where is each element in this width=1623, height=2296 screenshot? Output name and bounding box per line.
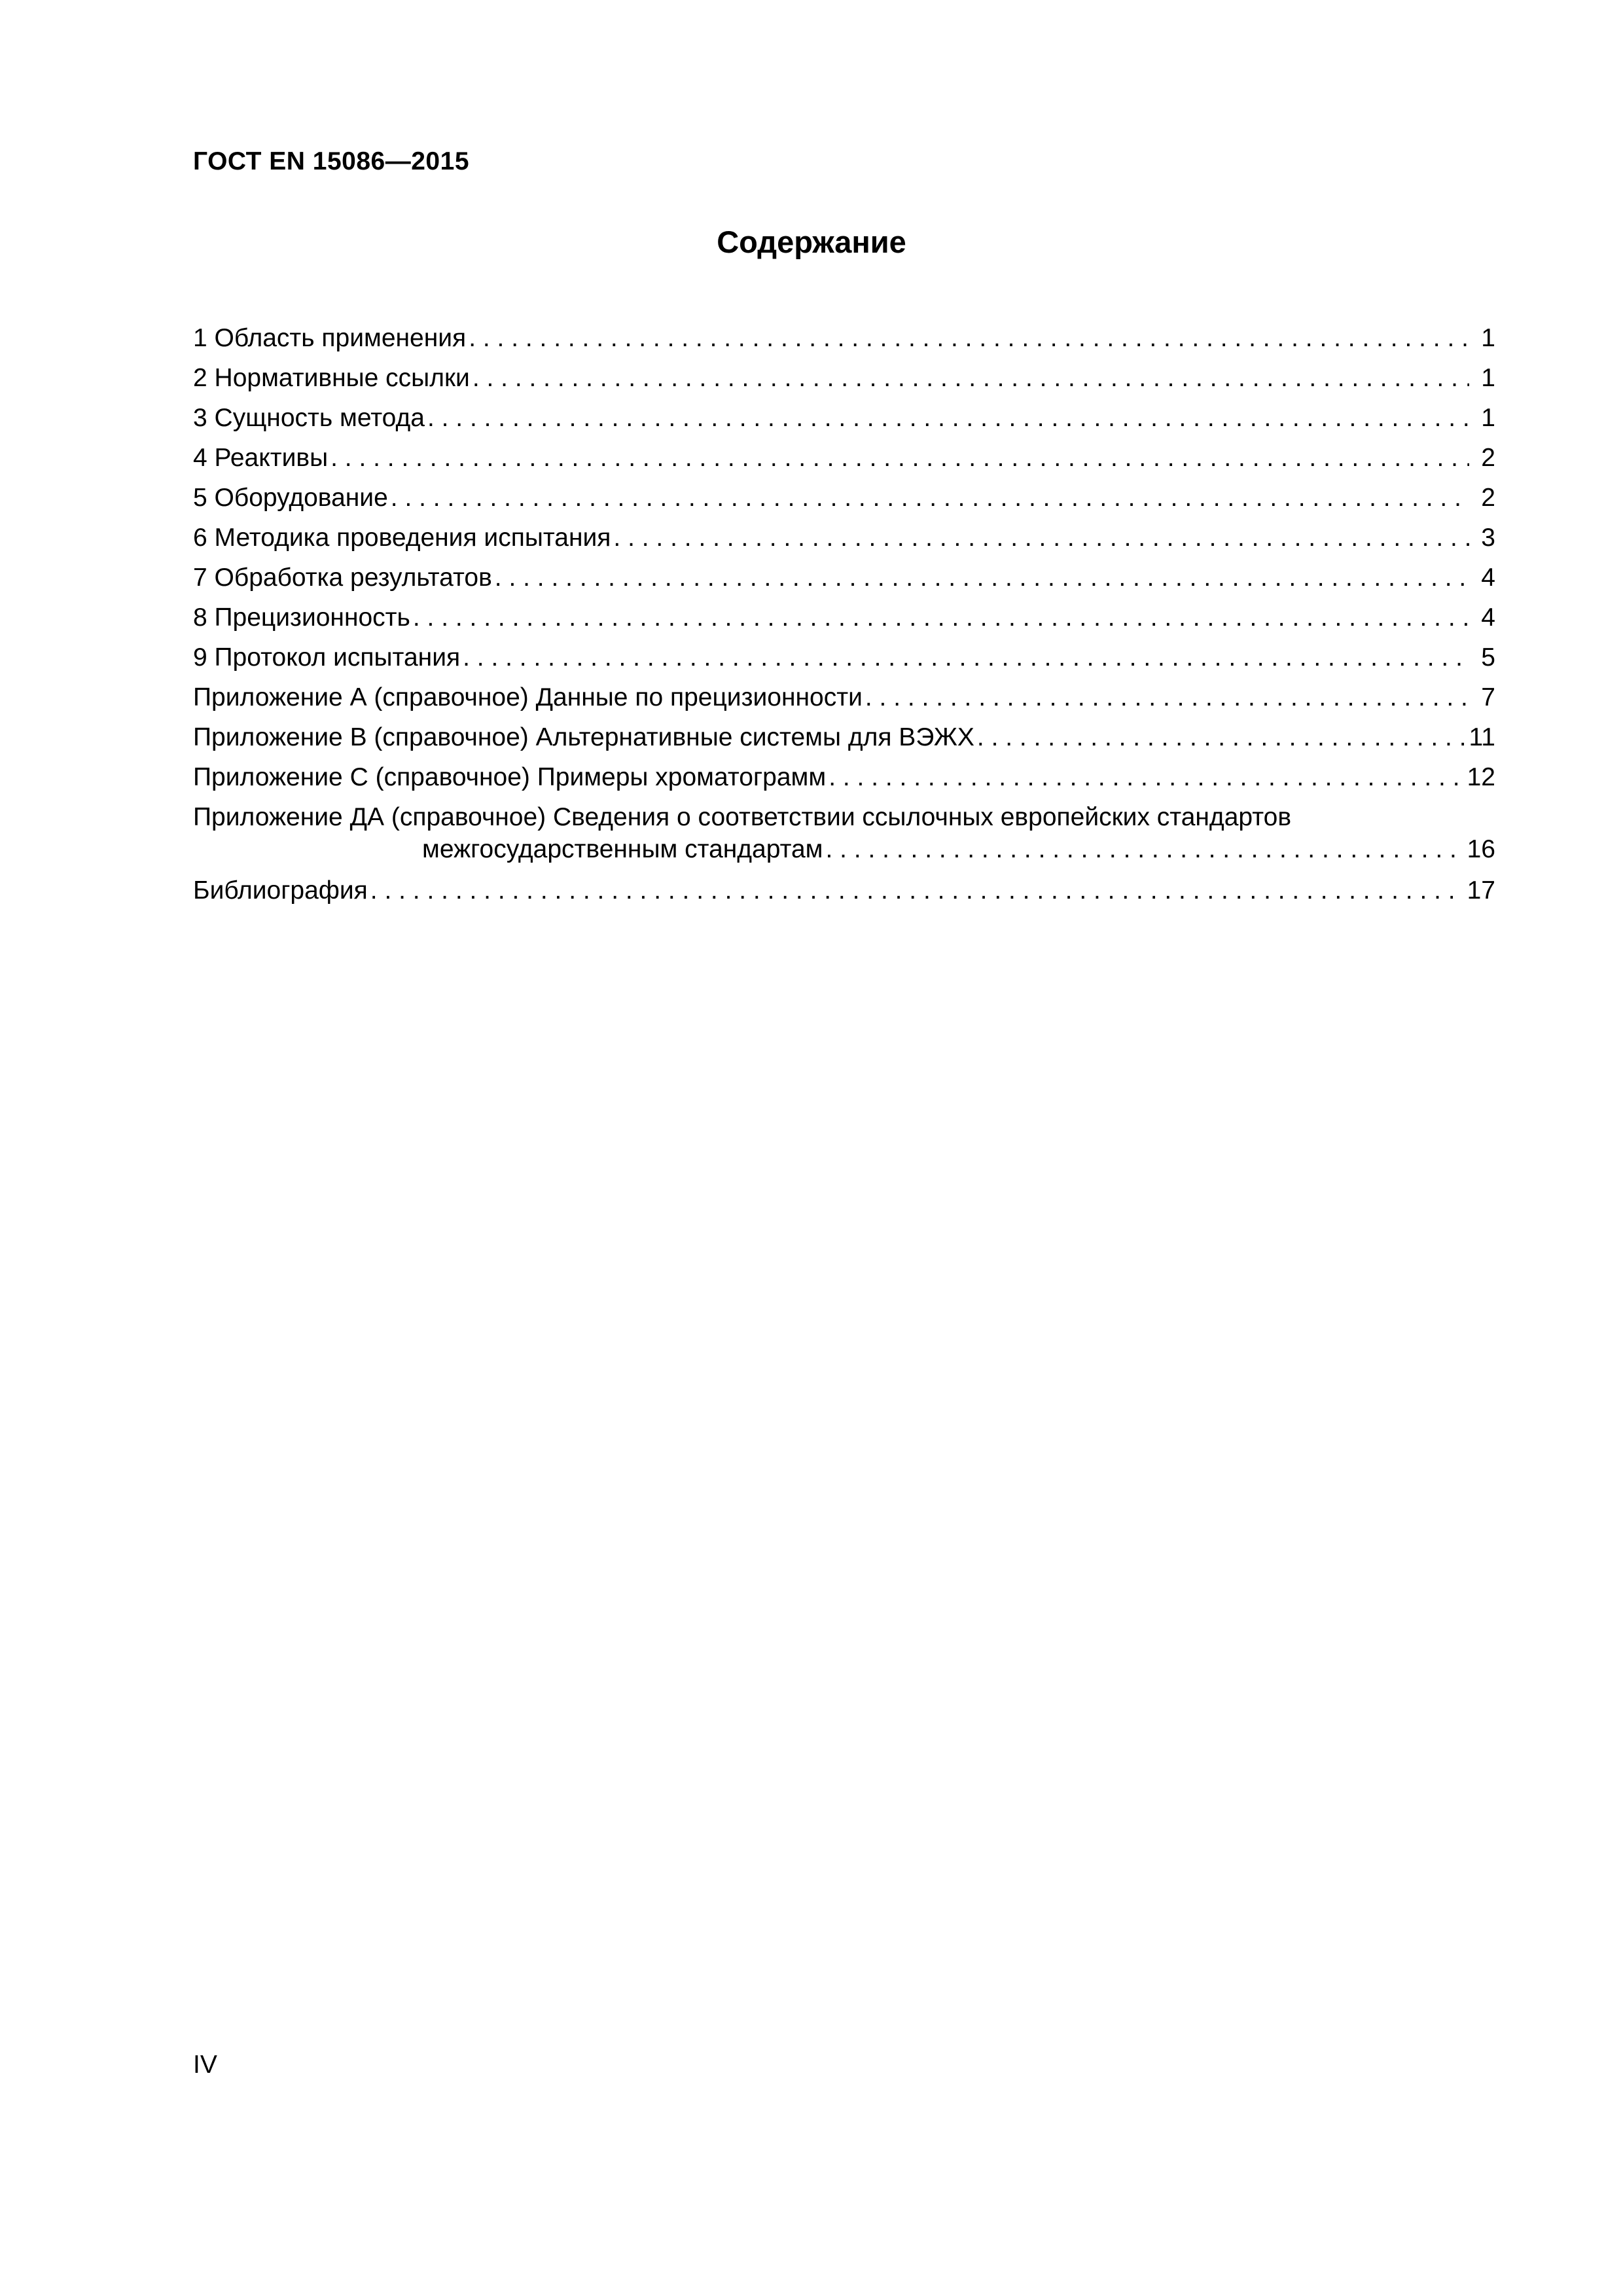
dot-leader xyxy=(613,522,1469,554)
toc-entry-label: 4 Реактивы xyxy=(193,444,329,472)
dot-leader xyxy=(463,641,1469,674)
dot-leader xyxy=(829,761,1463,794)
dot-leader xyxy=(865,681,1469,714)
toc-entry[interactable] xyxy=(193,522,1495,554)
toc-entry-label: Библиография xyxy=(193,876,368,905)
document-code-header: ГОСТ EN 15086—2015 xyxy=(193,147,470,175)
dot-leader xyxy=(977,721,1465,754)
toc-entry-page: 11 xyxy=(1469,723,1495,751)
toc-entry-page: 2 xyxy=(1481,444,1495,472)
toc-title: Содержание xyxy=(717,224,906,259)
dot-leader xyxy=(391,482,1469,514)
toc-entry-page: 1 xyxy=(1481,324,1495,352)
toc-entry[interactable] xyxy=(193,482,1495,514)
toc-entry[interactable] xyxy=(193,681,1495,714)
toc-entry[interactable] xyxy=(193,362,1495,395)
toc-entry-label: 1 Область применения xyxy=(193,324,467,352)
toc-entry-page: 16 xyxy=(1467,835,1495,863)
dot-leader xyxy=(330,442,1469,475)
toc-entry-page: 17 xyxy=(1467,876,1495,905)
dot-leader xyxy=(427,402,1469,435)
dot-leader xyxy=(370,874,1463,907)
toc-entry[interactable] xyxy=(193,641,1495,674)
page-number: IV xyxy=(193,2051,217,2079)
toc-entry-page: 3 xyxy=(1481,524,1495,552)
toc-entry[interactable] xyxy=(193,601,1495,634)
toc-entry-page: 1 xyxy=(1481,364,1495,392)
toc-entry-label: 8 Прецизионность xyxy=(193,603,410,632)
dot-leader xyxy=(495,562,1469,594)
toc-entry[interactable] xyxy=(193,874,1495,907)
toc-entry-page: 4 xyxy=(1481,564,1495,592)
toc-entry-label-line1[interactable]: Приложение ДА (справочное) Сведения о соответствии ссылочных европейских стандартов xyxy=(193,803,1292,831)
toc-entry[interactable] xyxy=(193,402,1495,435)
toc-entry-label: Приложение С (справочное) Примеры хроматограмм xyxy=(193,763,827,791)
toc-entry-label: 3 Сущность метода xyxy=(193,404,425,432)
dot-leader xyxy=(473,362,1469,395)
toc-entry-page: 7 xyxy=(1481,683,1495,711)
toc-entry-page: 4 xyxy=(1481,603,1495,632)
toc-entry-label: 5 Оборудование xyxy=(193,484,388,512)
toc-entry[interactable] xyxy=(193,562,1495,594)
toc-entry[interactable] xyxy=(193,322,1495,355)
dot-leader xyxy=(413,601,1469,634)
toc-entry-label: 7 Обработка результатов xyxy=(193,564,492,592)
toc-entry[interactable] xyxy=(422,833,1495,866)
toc-entry-page: 2 xyxy=(1481,484,1495,512)
toc-entry-page: 1 xyxy=(1481,404,1495,432)
toc-entry[interactable] xyxy=(193,442,1495,475)
toc-entry-label: Приложение А (справочное) Данные по прецизионности xyxy=(193,683,863,711)
dot-leader xyxy=(826,833,1463,866)
dot-leader xyxy=(469,322,1469,355)
toc-entry-label: Приложение В (справочное) Альтернативные системы для ВЭЖХ xyxy=(193,723,974,751)
toc-entry[interactable] xyxy=(193,721,1495,754)
toc-entry-label-line2: межгосударственным стандартам xyxy=(422,835,823,863)
toc-entry-page: 12 xyxy=(1467,763,1495,791)
toc-entry-label: 9 Протокол испытания xyxy=(193,643,461,672)
toc-entry-label: 6 Методика проведения испытания xyxy=(193,524,611,552)
toc-entry[interactable] xyxy=(193,761,1495,794)
toc-entry-label: 2 Нормативные ссылки xyxy=(193,364,470,392)
toc-entry-page: 5 xyxy=(1481,643,1495,672)
